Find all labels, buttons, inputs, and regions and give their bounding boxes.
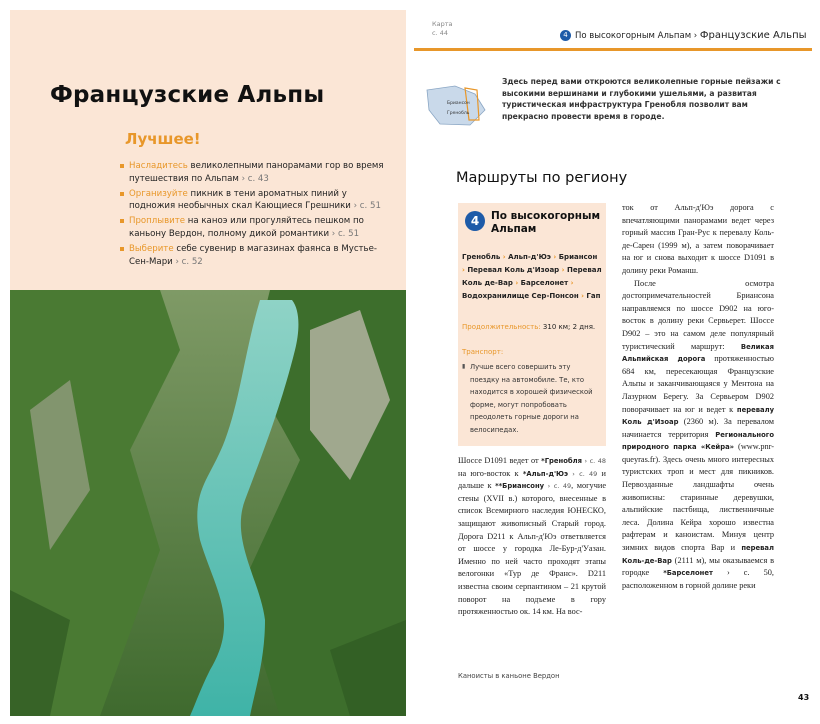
best-item: Выберите себе сувенир в магазинах фаянса в Мустье-Сен-Мари › с. 52: [120, 243, 395, 269]
best-heading: Лучшее!: [125, 130, 201, 148]
body-column-right: ток от Альп-д'Юэ дорога с впечатляющими панорамами ведет через горный массив Гран-Рус к перевалу Коль-де-Сарен (1999 м), а затем поворачивает на юг и снова выходит к шоссе D1091 в долину реки Романш. После осмотра достопримечательностей Бриансона направляемся по шоссе D902 на юго-восток в долину реки Сервьерет. Шоссе D902 – это на самом деле популярный туристический маршрут: Великая Альпийская дорога протяженностью 684 км, пересекающая Французские Альпы и заканчивающаяся у Ментона на Лазурном Берегу. За Сервьером D902 поворачивает на юг и ведет к перевалу Коль д'Изоар (2360 м). За перевалом начинается территория Регионального природного парка «Кейра» (www.pnr-queyras.fr). Здесь очень много интересных туристских троп и мест для пикников. Первозданные ландшафты очень живописны: старинные деревушки, альпийские пастбища, лиственничные леса. Долина Кейра хорошо известна рафтерам и каноистам. Минуя центр зимних видов спорта Вар и перевал Коль-де-Вар (2111 м), мы оказываемся в городке *Барселонет › с. 50, расположенном в горной долине реки: [622, 203, 774, 590]
map-label: Гренобль: [447, 111, 470, 116]
chapter-title: Французские Альпы: [50, 82, 325, 108]
map-label: Бриансон: [447, 101, 470, 106]
photo-caption: Каноисты в каньоне Вердон: [458, 672, 560, 680]
page-number: 43: [798, 693, 810, 702]
best-item: Проплывите на каноэ или прогуляйтесь пешком по каньону Вердон, полному дикой романтики › с. 51: [120, 215, 395, 241]
best-item: Насладитесь великолепными панорамами гор во время путешествия по Альпам › с. 43: [120, 160, 395, 186]
section-title: Маршруты по региону: [456, 170, 628, 186]
intro-text: Здесь перед вами откроются великолепные горные пейзажи с высокими вершинами и глубокими ушельями, а развитая туристическая инфраструктура Гренобля позволит вам прекрасно провести время в городе.: [502, 77, 781, 121]
route-box: [458, 203, 606, 446]
route-number: 4: [465, 211, 485, 231]
canyon-photo: [10, 290, 406, 716]
route-duration: Продолжительность: 310 км; 2 дня.: [462, 323, 596, 331]
best-list: [120, 160, 395, 270]
route-title: По высокогорным Альпам: [491, 210, 601, 235]
route-stops: Гренобль › Альп-д'Юэ › Бриансон › Перевал Коль д'Изоар › Перевал Коль де-Вар › Барселонет › Водохранилище Сер-Понсон › Гап: [462, 253, 602, 300]
map-reference[interactable]: Карта с. 44: [432, 20, 453, 37]
left-page: [10, 10, 406, 716]
best-item: Организуйте пикник в тени ароматных пиний у подножия необычных скал Кающиеся Грешники › с. 51: [120, 188, 395, 214]
locator-map: [425, 80, 490, 130]
body-column-left: Шоссе D1091 ведет от *Гренобля › с. 48 на юго-восток к *Альп-д'Юэ › с. 49 и дальше к **Бриансону › с. 49, могучие стены (XVII в.) которого, внесенные в список Всемирного наследия ЮНЕСКО, защищают живописный Старый город. Дорога D211 к Альп-д'Юэ ответвляется от шоссе у городка Ле-Бур-д'Уазан. Именно по ней часто проходят этапы велогонки «Тур де Франс». D211 известна своим серпантином – 21 крутой поворот на подъеме в гору протяженностью ок. 14 км. На вос-: [458, 456, 606, 617]
route-transport-note: ▮ Лучше всего совершить эту поездку на автомобиле. Те, кто находится в хорошей физической форме, могут попробовать преодолеть горные дороги на велосипедах.: [462, 361, 600, 437]
header-rule: [414, 48, 812, 51]
right-page: [410, 10, 810, 716]
route-number-badge: 4: [560, 30, 571, 41]
running-header: 4 По высокогорным Альпам › Французские Альпы: [560, 30, 807, 41]
route-transport-label: Транспорт:: [462, 348, 504, 356]
